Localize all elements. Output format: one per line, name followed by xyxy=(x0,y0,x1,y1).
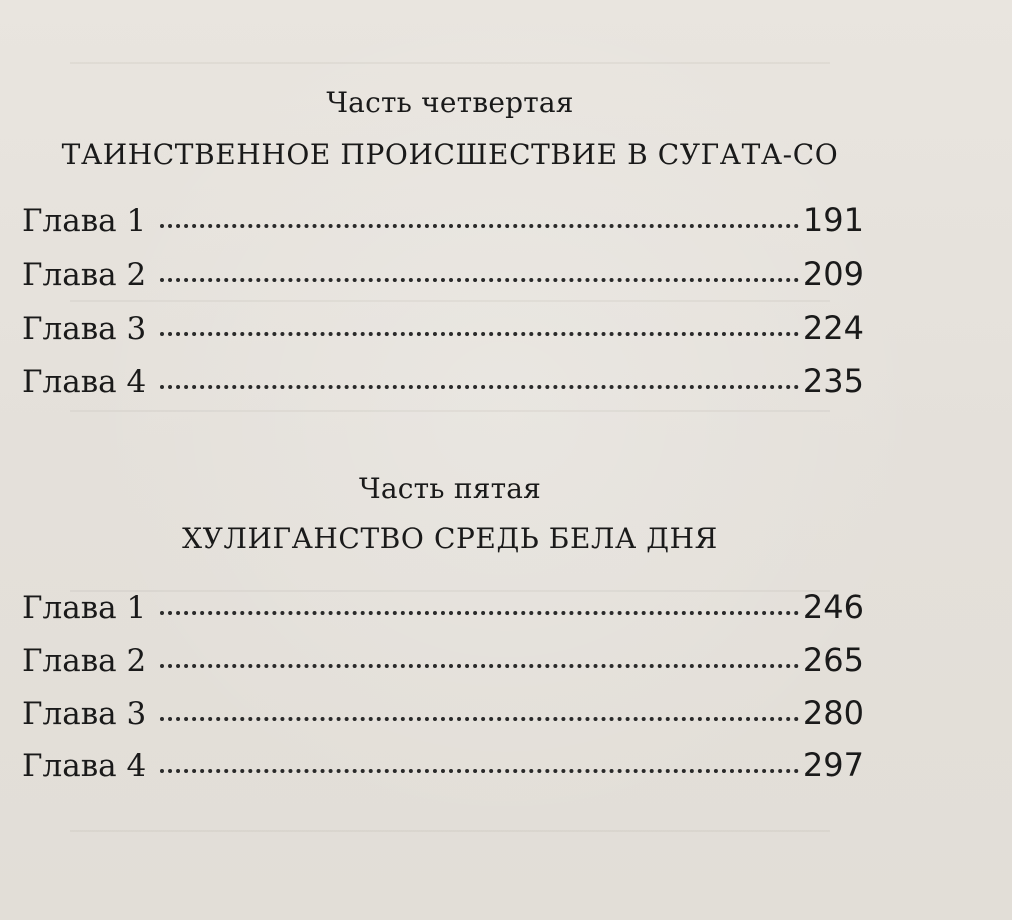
page-number: 191 xyxy=(802,201,864,239)
dot-leader xyxy=(160,332,799,336)
chapter-label: Глава 1 xyxy=(22,590,147,626)
dot-leader xyxy=(160,385,799,389)
dot-leader xyxy=(160,769,799,773)
toc-entry-part4-ch1 xyxy=(22,201,864,241)
page-number: 235 xyxy=(802,362,864,400)
chapter-label: Глава 4 xyxy=(22,748,147,784)
dot-leader xyxy=(160,224,799,228)
page-number: 224 xyxy=(802,309,864,347)
page-number: 265 xyxy=(802,641,864,679)
toc-entry-part5-ch4 xyxy=(22,746,864,786)
part-4-label: Часть четвертая xyxy=(326,86,574,119)
toc-entry-part5-ch3 xyxy=(22,694,864,734)
toc-entry-part5-ch1 xyxy=(22,588,864,628)
chapter-label: Глава 3 xyxy=(22,311,147,347)
chapter-label: Глава 4 xyxy=(22,364,147,400)
page-number: 280 xyxy=(802,694,864,732)
show-through-line xyxy=(70,300,830,302)
page-number: 297 xyxy=(802,746,864,784)
chapter-label: Глава 2 xyxy=(22,643,147,679)
page-number: 246 xyxy=(802,588,864,626)
toc-entry-part4-ch4 xyxy=(22,362,864,402)
toc-entry-part4-ch2 xyxy=(22,255,864,295)
dot-leader xyxy=(160,717,799,721)
chapter-label: Глава 3 xyxy=(22,696,147,732)
part-4-title: ТАИНСТВЕННОЕ ПРОИСШЕСТВИЕ В СУГАТА-СО xyxy=(61,138,839,171)
page-number: 209 xyxy=(802,255,864,293)
toc-entry-part5-ch2 xyxy=(22,641,864,681)
toc-entry-part4-ch3 xyxy=(22,309,864,349)
chapter-label: Глава 2 xyxy=(22,257,147,293)
show-through-line xyxy=(70,410,830,412)
part-5-title: ХУЛИГАНСТВО СРЕДЬ БЕЛА ДНЯ xyxy=(182,522,718,555)
show-through-line xyxy=(70,830,830,832)
chapter-label: Глава 1 xyxy=(22,203,147,239)
show-through-line xyxy=(70,62,830,64)
dot-leader xyxy=(160,611,799,615)
part-5-label: Часть пятая xyxy=(358,472,542,505)
dot-leader xyxy=(160,664,799,668)
dot-leader xyxy=(160,278,799,282)
